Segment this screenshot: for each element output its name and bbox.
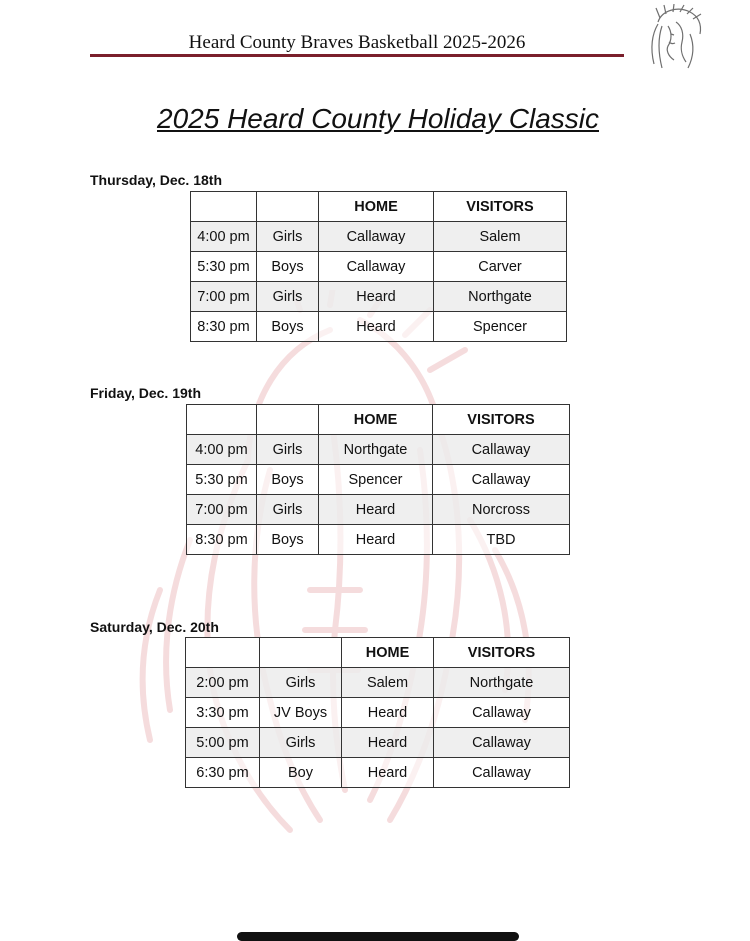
game-visitors: Salem <box>434 222 567 252</box>
game-time: 6:30 pm <box>186 758 260 788</box>
table-row <box>186 728 570 758</box>
game-visitors: Callaway <box>434 698 570 728</box>
table-row <box>186 758 570 788</box>
table-row <box>191 252 567 282</box>
day-label-thursday: Thursday, Dec. 18th <box>90 172 223 188</box>
header-home: HOME <box>319 405 433 435</box>
game-time: 4:00 pm <box>191 222 257 252</box>
game-home: Northgate <box>319 435 433 465</box>
day-label-saturday: Saturday, Dec. 20th <box>90 619 219 635</box>
header-team-cell <box>257 405 319 435</box>
home-indicator-bar[interactable] <box>237 932 519 941</box>
game-time: 2:00 pm <box>186 668 260 698</box>
game-time: 8:30 pm <box>187 525 257 555</box>
table-header-row <box>186 638 570 668</box>
game-team: Boys <box>257 465 319 495</box>
header-time-cell <box>191 192 257 222</box>
table-row <box>187 435 570 465</box>
day-label-friday: Friday, Dec. 19th <box>90 385 202 401</box>
game-visitors: Carver <box>434 252 567 282</box>
header-team-cell <box>260 638 342 668</box>
table-row <box>187 465 570 495</box>
page-title: 2025 Heard County Holiday Classic <box>157 103 599 134</box>
game-time: 8:30 pm <box>191 312 257 342</box>
game-time: 3:30 pm <box>186 698 260 728</box>
game-visitors: Callaway <box>434 728 570 758</box>
game-visitors: TBD <box>433 525 570 555</box>
schedule-table-saturday <box>185 637 570 788</box>
table-row <box>187 525 570 555</box>
header-time-cell <box>186 638 260 668</box>
table-row <box>187 495 570 525</box>
game-team: Boys <box>257 252 319 282</box>
game-home: Spencer <box>319 465 433 495</box>
game-home: Heard <box>319 312 434 342</box>
game-team: Girls <box>257 222 319 252</box>
game-team: Girls <box>257 495 319 525</box>
game-home: Heard <box>342 698 434 728</box>
game-time: 5:30 pm <box>187 465 257 495</box>
game-team: JV Boys <box>260 698 342 728</box>
letterhead-title: Heard County Braves Basketball 2025-2026 <box>188 32 526 53</box>
game-team: Girls <box>260 668 342 698</box>
game-time: 5:00 pm <box>186 728 260 758</box>
header-team-cell <box>257 192 319 222</box>
chief-head-logo-icon <box>638 4 706 70</box>
game-home: Callaway <box>319 252 434 282</box>
schedule-table-friday <box>186 404 570 555</box>
header-visitors: VISITORS <box>434 192 567 222</box>
game-team: Boys <box>257 525 319 555</box>
game-visitors: Northgate <box>434 282 567 312</box>
letterhead-rule <box>90 54 624 57</box>
game-home: Heard <box>319 525 433 555</box>
header-time-cell <box>187 405 257 435</box>
table-header-row <box>187 405 570 435</box>
table-row <box>186 698 570 728</box>
game-visitors: Spencer <box>434 312 567 342</box>
table-row <box>191 282 567 312</box>
game-visitors: Callaway <box>433 435 570 465</box>
table-header-row <box>191 192 567 222</box>
game-visitors: Callaway <box>434 758 570 788</box>
game-visitors: Norcross <box>433 495 570 525</box>
table-row <box>191 312 567 342</box>
table-row <box>191 222 567 252</box>
game-home: Salem <box>342 668 434 698</box>
table-row <box>186 668 570 698</box>
header-visitors: VISITORS <box>433 405 570 435</box>
header-home: HOME <box>319 192 434 222</box>
game-home: Heard <box>319 282 434 312</box>
game-time: 7:00 pm <box>187 495 257 525</box>
game-team: Boys <box>257 312 319 342</box>
game-visitors: Northgate <box>434 668 570 698</box>
game-team: Boy <box>260 758 342 788</box>
game-home: Heard <box>342 758 434 788</box>
game-time: 4:00 pm <box>187 435 257 465</box>
game-time: 7:00 pm <box>191 282 257 312</box>
game-home: Callaway <box>319 222 434 252</box>
game-home: Heard <box>342 728 434 758</box>
game-time: 5:30 pm <box>191 252 257 282</box>
header-home: HOME <box>342 638 434 668</box>
game-team: Girls <box>257 282 319 312</box>
game-team: Girls <box>257 435 319 465</box>
game-visitors: Callaway <box>433 465 570 495</box>
game-home: Heard <box>319 495 433 525</box>
schedule-table-thursday <box>190 191 567 342</box>
game-team: Girls <box>260 728 342 758</box>
header-visitors: VISITORS <box>434 638 570 668</box>
